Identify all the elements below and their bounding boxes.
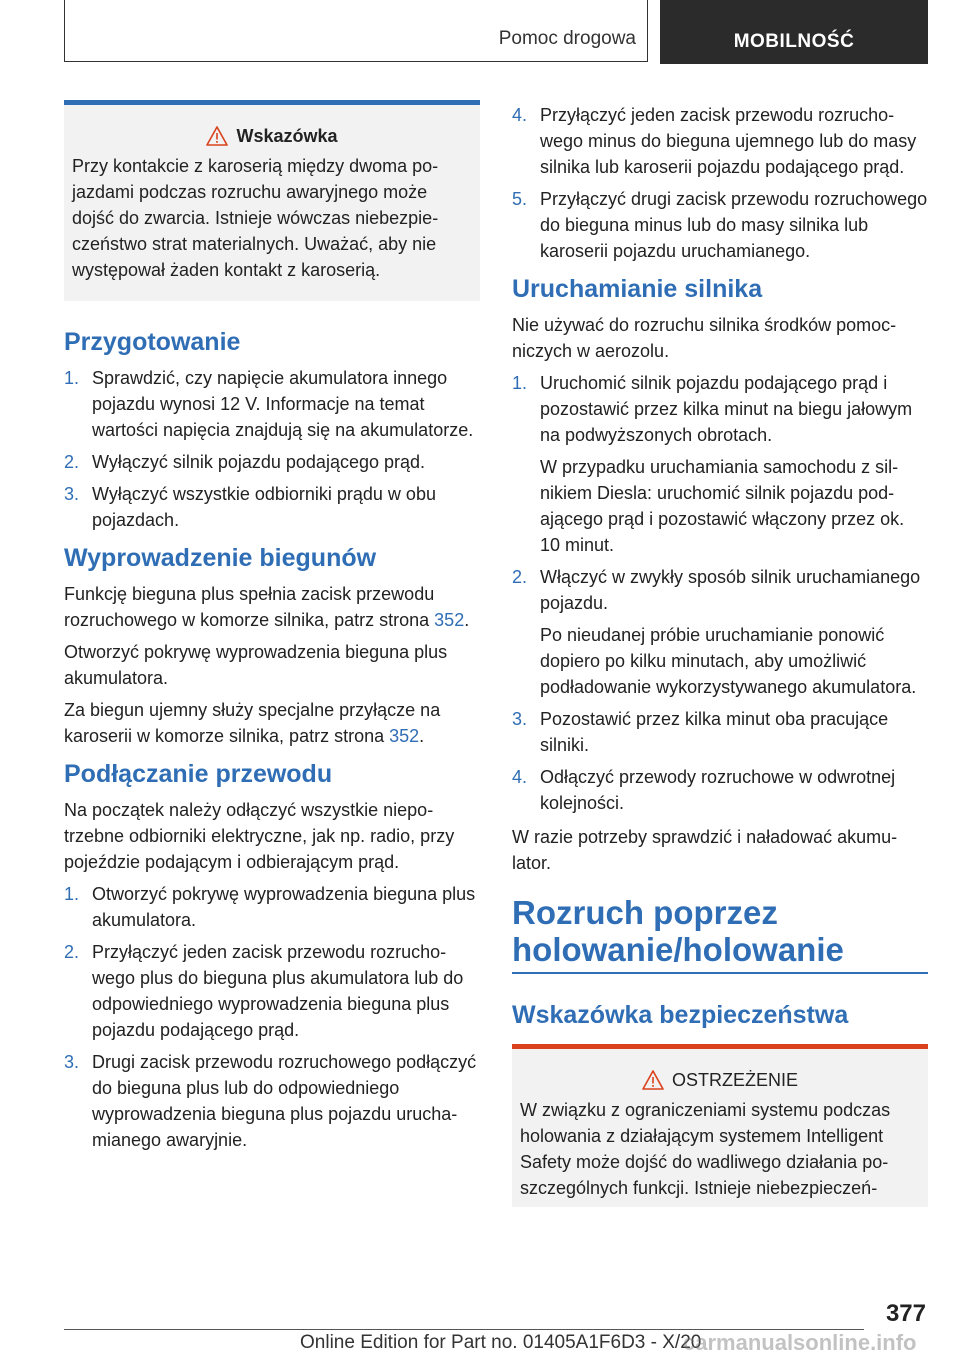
list-item	[512, 764, 928, 816]
warning-triangle-icon	[642, 1070, 664, 1090]
list-item	[64, 481, 480, 533]
item-number: 2.	[512, 567, 528, 587]
note-callout	[64, 100, 480, 301]
item-text: Wyłączyć wszystkie odbiorniki prądu w obu pojazdach.	[92, 484, 436, 530]
page-link[interactable]: 352	[434, 610, 465, 630]
heading-safety-note: Wskazówka bezpieczeństwa	[512, 1001, 849, 1029]
connecting-list	[64, 881, 480, 1153]
heading-connecting: Podłączanie przewodu	[64, 760, 333, 788]
item-number: 2.	[64, 452, 80, 472]
item-text: Przyłączyć jeden zacisk przewodu rozruchowego plus do bieguna plus akumulatora lub do odpowiedniego wyprowadzenia bieguna plus pojazdu podającego prąd.	[92, 942, 464, 1040]
item-number: 3.	[64, 484, 80, 504]
engine-start-list	[512, 370, 928, 816]
note-header	[72, 123, 472, 149]
item-number: 3.	[512, 709, 528, 729]
list-item	[64, 365, 480, 443]
item-number: 1.	[64, 368, 80, 388]
item-text: Włączyć w zwykły sposób silnik uruchamianego pojazdu.	[540, 567, 921, 613]
item-extra-text: W przypadku uruchamiania samochodu z silnikiem Diesla: uruchomić silnik pojazdu podającego prąd i pozostawić włączony przez ok. 10 minut.	[540, 457, 905, 555]
poles-paragraph-3: Za biegun ujemny służy specjalne przyłącze na karoserii w komorze silnika, patrz strona 352.	[64, 700, 441, 746]
left-column	[64, 100, 480, 1161]
poles-paragraph-1: Funkcję bieguna plus spełnia zacisk przewodu rozruchowego w komorze silnika, patrz strona 352.	[64, 584, 470, 630]
item-text: Otworzyć pokrywę wyprowadzenia bieguna plus akumulatora.	[92, 884, 476, 930]
item-text: Drugi zacisk przewodu rozruchowego podłączyć do bieguna plus lub do odpowiedniego wyprowadzenia bieguna plus pojazdu uruchamianego awaryjnie.	[92, 1052, 477, 1150]
list-item	[512, 186, 928, 264]
warning-callout	[512, 1044, 928, 1207]
list-item	[64, 881, 480, 933]
poles-text-3: Za biegun ujemny służy specjalne przyłącze na karoserii w komorze silnika, patrz strona	[64, 700, 441, 746]
page-link[interactable]: 352	[389, 726, 420, 746]
list-item	[64, 449, 480, 475]
list-item	[512, 370, 928, 558]
item-text: Odłączyć przewody rozruchowe w odwrotnej kolejności.	[540, 767, 896, 813]
list-item	[64, 1049, 480, 1153]
item-body	[540, 564, 928, 700]
item-text: Sprawdzić, czy napięcie akumulatora innego pojazdu wynosi 12 V. Informacje na temat wartości napięcia znajdują się na akumulatorze.	[92, 368, 474, 440]
note-title: Wskazówka	[236, 126, 338, 146]
poles-text-1: Funkcję bieguna plus spełnia zacisk przewodu rozruchowego w komorze silnika, patrz strona	[64, 584, 435, 630]
connecting-intro: Na początek należy odłączyć wszystkie niepotrzebne odbiorniki elektryczne, jak np. radio, przy pojeździe podającym i odbierającym prąd.	[64, 800, 455, 872]
warning-header	[520, 1067, 920, 1093]
item-number: 4.	[512, 105, 528, 125]
item-text: Pozostawić przez kilka minut oba pracujące silniki.	[540, 709, 889, 755]
item-extra-text: Po nieudanej próbie uruchamianie ponowić dopiero po kilku minutach, aby umożliwić podładowanie wykorzystywanego akumulatora.	[540, 625, 917, 697]
item-number: 1.	[512, 373, 528, 393]
item-body	[540, 370, 928, 558]
right-column	[512, 100, 928, 1233]
list-item	[512, 706, 928, 758]
warning-triangle-icon	[206, 126, 228, 146]
page-number: 377	[885, 1300, 926, 1327]
heading-towing: Rozruch poprzez holowanie/holowanie	[512, 894, 928, 974]
warning-text: W związku z ograniczeniami systemu podczas holowania z działającym systemem Intelligent Safety może dojść do wadliwego działania poszczególnych funkcji. Istnieje niebezpieczeń-	[520, 1100, 891, 1198]
list-item	[512, 102, 928, 180]
item-number: 4.	[512, 767, 528, 787]
item-number: 3.	[64, 1052, 80, 1072]
engine-start-intro: Nie używać do rozruchu silnika środków pomocniczych w aerozolu.	[512, 315, 897, 361]
page-header	[64, 0, 928, 64]
chapter-tab: MOBILNOŚĆ	[660, 0, 928, 64]
item-text: Wyłączyć silnik pojazdu podającego prąd.	[92, 452, 426, 472]
section-title: Pomoc drogowa	[498, 28, 636, 49]
poles-paragraph-2: Otworzyć pokrywę wyprowadzenia bieguna plus akumulatora.	[64, 642, 448, 688]
edition-footer: Online Edition for Part no. 01405A1F6D3 - X/20	[300, 1332, 702, 1353]
list-item	[512, 564, 928, 700]
heading-engine-start: Uruchamianie silnika	[512, 275, 763, 303]
warning-title: OSTRZEŻENIE	[671, 1070, 798, 1090]
connecting-list-continued	[512, 102, 928, 264]
note-text: Przy kontakcie z karoserią między dwoma pojazdami podczas rozruchu awaryjnego może dojść do zwarcia. Istnieje wówczas niebezpieczeństwo strat materialnych. Uważać, aby nie występował żaden kontakt z karoserią.	[72, 156, 439, 280]
watermark: carmanualsonline.info	[683, 1330, 917, 1355]
heading-poles: Wyprowadzenie biegunów	[64, 544, 377, 572]
heading-preparation: Przygotowanie	[64, 328, 241, 356]
engine-start-outro: W razie potrzeby sprawdzić i naładować akumulator.	[512, 827, 898, 873]
list-item	[64, 939, 480, 1043]
item-number: 5.	[512, 189, 528, 209]
item-text: Przyłączyć jeden zacisk przewodu rozruchowego minus do bieguna ujemnego lub do masy silnika lub karoserii pojazdu podającego prąd.	[540, 105, 917, 177]
item-number: 1.	[64, 884, 80, 904]
preparation-list	[64, 365, 480, 533]
item-number: 2.	[64, 942, 80, 962]
item-text: Przyłączyć drugi zacisk przewodu rozruchowego do bieguna minus lub do masy silnika lub karoserii pojazdu uruchamianego.	[540, 189, 928, 261]
item-text: Uruchomić silnik pojazdu podającego prąd i pozostawić przez kilka minut na biegu jałowym na podwyższonych obrotach.	[540, 373, 913, 445]
